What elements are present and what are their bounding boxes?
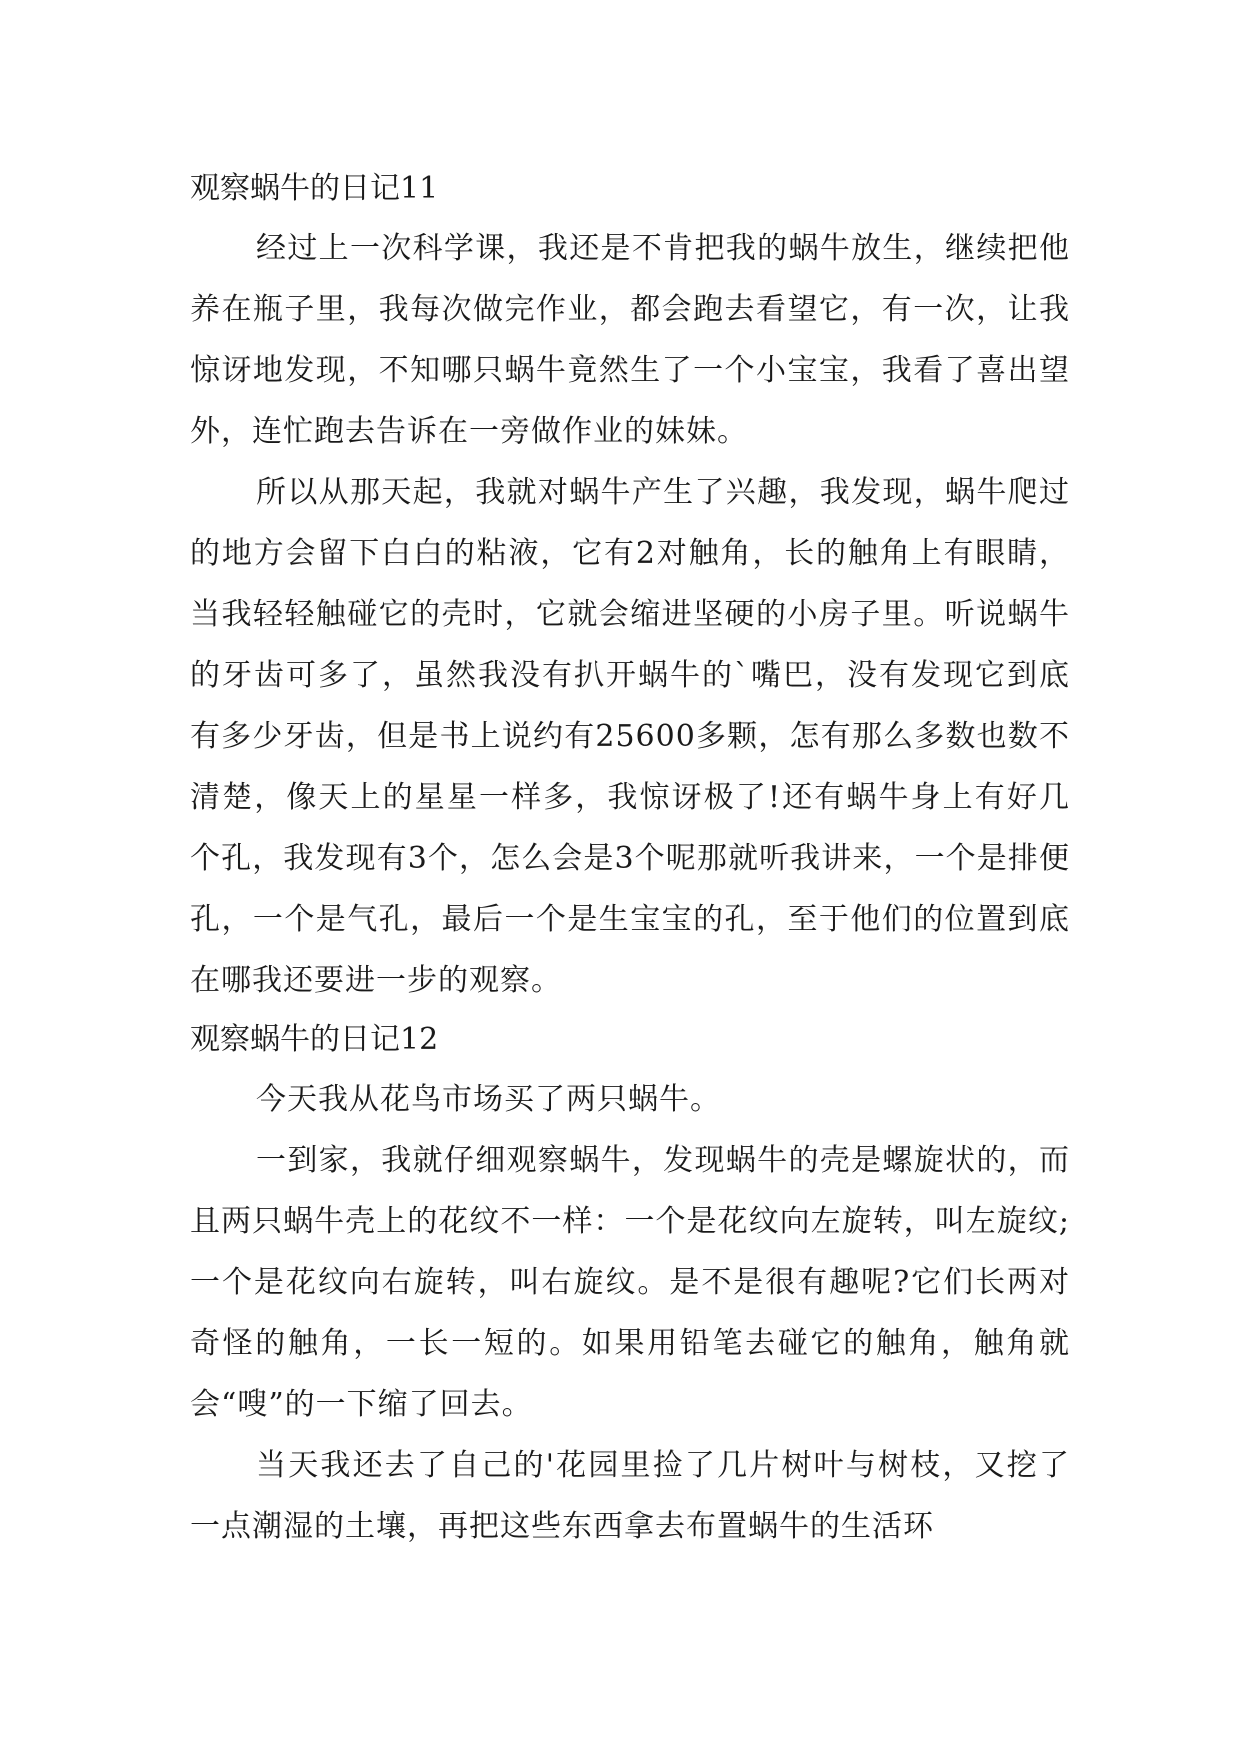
document-body xyxy=(190,160,1070,1557)
section-title: 观察蜗牛的日记12 xyxy=(190,1022,439,1057)
paragraph: 经过上一次科学课，我还是不肯把我的蜗牛放生，继续把他养在瓶子里，我每次做完作业，都会跑去看望它，有一次，让我惊讶地发现，不知哪只蜗牛竟然生了一个小宝宝，我看了喜出望外，连忙跑去告诉在一旁做作业的妹妹。 xyxy=(190,231,1070,449)
paragraph: 今天我从花鸟市场买了两只蜗牛。 xyxy=(256,1082,721,1117)
paragraph: 所以从那天起，我就对蜗牛产生了兴趣，我发现，蜗牛爬过的地方会留下白白的粘液，它有2对触角，长的触角上有眼睛，当我轻轻触碰它的壳时，它就会缩进坚硬的小房子里。听说蜗牛的牙齿可多了，虽然我没有扒开蜗牛的`嘴巴，没有发现它到底有多少牙齿，但是书上说约有25600多颗，怎有那么多数也数不清楚，像天上的星星一样多，我惊讶极了!还有蜗牛身上有好几个孔，我发现有3个，怎么会是3个呢那就听我讲来，一个是排便孔，一个是气孔，最后一个是生宝宝的孔，至于他们的位置到底在哪我还要进一步的观察。 xyxy=(190,475,1070,998)
paragraph: 一到家，我就仔细观察蜗牛，发现蜗牛的壳是螺旋状的，而且两只蜗牛壳上的花纹不一样：一个是花纹向左旋转，叫左旋纹;一个是花纹向右旋转，叫右旋纹。是不是很有趣呢?它们长两对奇怪的触角，一长一短的。如果用铅笔去碰它的触角，触角就会“嗖”的一下缩了回去。 xyxy=(190,1143,1070,1422)
paragraph: 当天我还去了自己的'花园里捡了几片树叶与树枝，又挖了一点潮湿的土壤，再把这些东西拿去布置蜗牛的生活环 xyxy=(190,1448,1070,1544)
diary-section xyxy=(190,1011,1070,1557)
diary-section xyxy=(190,160,1070,1011)
section-title: 观察蜗牛的日记11 xyxy=(190,171,439,206)
